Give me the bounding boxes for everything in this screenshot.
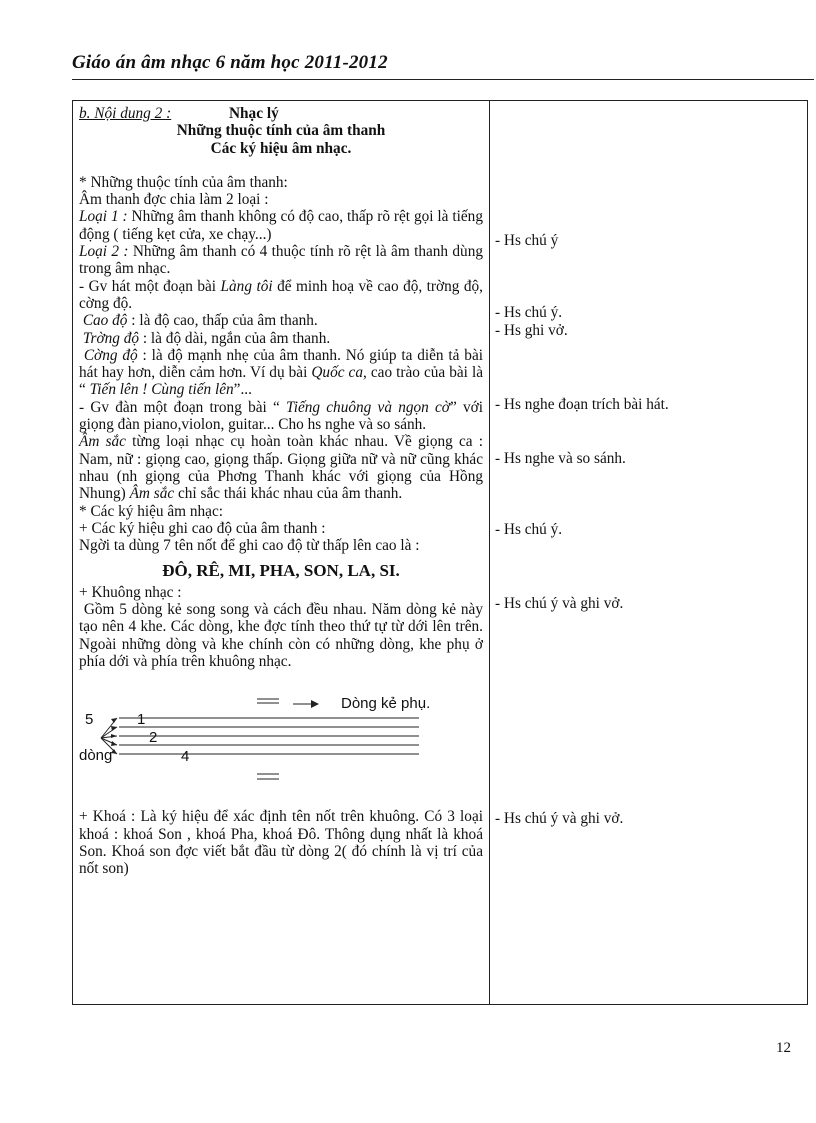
activity-note: - Hs chú ý. bbox=[495, 521, 563, 538]
subheading-symbols: * Các ký hiệu âm nhạc: bbox=[79, 502, 223, 520]
activity-note: - Hs nghe đoạn trích bài hát. bbox=[495, 396, 669, 413]
column-divider bbox=[489, 101, 490, 1004]
lesson-table bbox=[72, 100, 808, 1005]
paragraph-cao-do: Cao độ : là độ cao, thấp của âm thanh. bbox=[82, 312, 318, 330]
paragraph-am-sac: Âm sắc từng loại nhạc cụ hoàn toàn khác nhau. Về giọng ca : Nam, nữ : giọng cao, giọng thấp. Giọng giữa nữ và nữ cũng khác nhau (nh giọng của Phơng Thanh khác với giọng của Hồng Nhung) Âm sắc chỉ sắc thái khác nhau của âm thanh. bbox=[79, 433, 483, 503]
paragraph-cuong-do: Cờng độ : là độ mạnh nhẹ của âm thanh. Nó giúp ta diễn tả bài hát hay hơn, diễn cảm hơn. Ví dụ bài Quốc ca, cao trào của bài là “ Tiến lên ! Cùng tiến lên”... bbox=[79, 346, 483, 399]
paragraph-loai-1: Loại 1 : Những âm thanh không có độ cao, thấp rõ rệt gọi là tiếng động ( tiếng kẹt cửa, xe chạy...) bbox=[79, 208, 483, 243]
staff-label-5: 5 bbox=[85, 711, 94, 729]
section-topic: Nhạc lý bbox=[229, 105, 279, 122]
activity-note: - Hs chú ý. bbox=[495, 304, 563, 321]
ledger-arrow-head bbox=[311, 700, 319, 708]
activity-note: - Hs nghe và so sánh. bbox=[495, 450, 626, 467]
page-number: 12 bbox=[776, 1040, 791, 1056]
section-label: b. Nội dung 2 : bbox=[79, 105, 172, 122]
text-two-types: Âm thanh đợc chia làm 2 loại : bbox=[79, 191, 269, 209]
section-title bbox=[79, 105, 483, 122]
header-rule bbox=[72, 79, 814, 80]
arrowhead-4 bbox=[111, 741, 117, 746]
text-staff-heading: + Khuông nhạc : bbox=[79, 583, 182, 601]
heading-symbols: Các ký hiệu âm nhạc. bbox=[210, 139, 352, 157]
arrowhead-1 bbox=[111, 718, 117, 723]
ledger-label: Dòng kẻ phụ. bbox=[341, 695, 431, 713]
heading-properties: Những thuộc tính của âm thanh bbox=[176, 122, 386, 140]
text-pitch-symbols: + Các ký hiệu ghi cao độ của âm thanh : bbox=[79, 519, 326, 537]
staff-num-4: 4 bbox=[181, 748, 190, 766]
text-seven-notes: Ngời ta dùng 7 tên nốt để ghi cao độ từ thấp lên cao là : bbox=[79, 537, 420, 555]
paragraph-truong-do: Trờng độ : là độ dài, ngắn của âm thanh. bbox=[82, 329, 331, 347]
staff-num-2: 2 bbox=[149, 729, 158, 747]
activity-note: - Hs chú ý và ghi vở. bbox=[495, 595, 624, 612]
staff-num-1: 1 bbox=[137, 711, 146, 729]
text-staff-description: Gồm 5 dòng kẻ song song và cách đều nhau. Năm dòng kẻ này tạo nên 4 khe. Các dòng, khe đợc tính theo thứ tự từ dới lên trên. Ngoài những dòng và khe chính còn có những dòng, khe phụ ở phía dới và phía trên khuông nhạc. bbox=[79, 601, 483, 670]
arrowhead-3 bbox=[111, 734, 117, 738]
activity-note: - Hs chú ý bbox=[495, 232, 559, 249]
page-header-title: Giáo án âm nhạc 6 năm học 2011-2012 bbox=[72, 52, 388, 73]
activity-note: - Hs chú ý và ghi vở. bbox=[495, 810, 624, 827]
content-column bbox=[79, 105, 483, 877]
paragraph-gv-play: - Gv đàn một đoạn trong bài “ Tiếng chuông và ngọn cờ” với giọng đàn piano,violon, guitar... Cho hs nghe và so sánh. bbox=[79, 398, 483, 434]
paragraph-gv-sing: - Gv hát một đoạn bài Làng tôi để minh hoạ về cao độ, trờng độ, cờng độ. bbox=[79, 277, 483, 312]
note-names: ĐÔ, RÊ, MI, PHA, SON, LA, SI. bbox=[162, 561, 400, 581]
staff-label-dong: dòng bbox=[79, 747, 113, 765]
paragraph-loai-2: Loại 2 : Những âm thanh có 4 thuộc tính rõ rệt là âm thanh dùng trong âm nhạc. bbox=[79, 243, 483, 278]
subheading-properties: * Những thuộc tính của âm thanh: bbox=[79, 173, 288, 191]
paragraph-clef: + Khoá : Là ký hiệu để xác định tên nốt trên khuông. Có 3 loại khoá : khoá Son , khoá Pha, khoá Đô. Thông dụng nhất là khoá Son. Khoá son đợc viết bắt đầu từ dòng 2( đó chính là vị trí của nốt son) bbox=[79, 808, 483, 878]
activity-note: - Hs ghi vở. bbox=[495, 322, 568, 339]
arrowhead-2 bbox=[111, 726, 117, 731]
staff-diagram bbox=[79, 680, 483, 808]
